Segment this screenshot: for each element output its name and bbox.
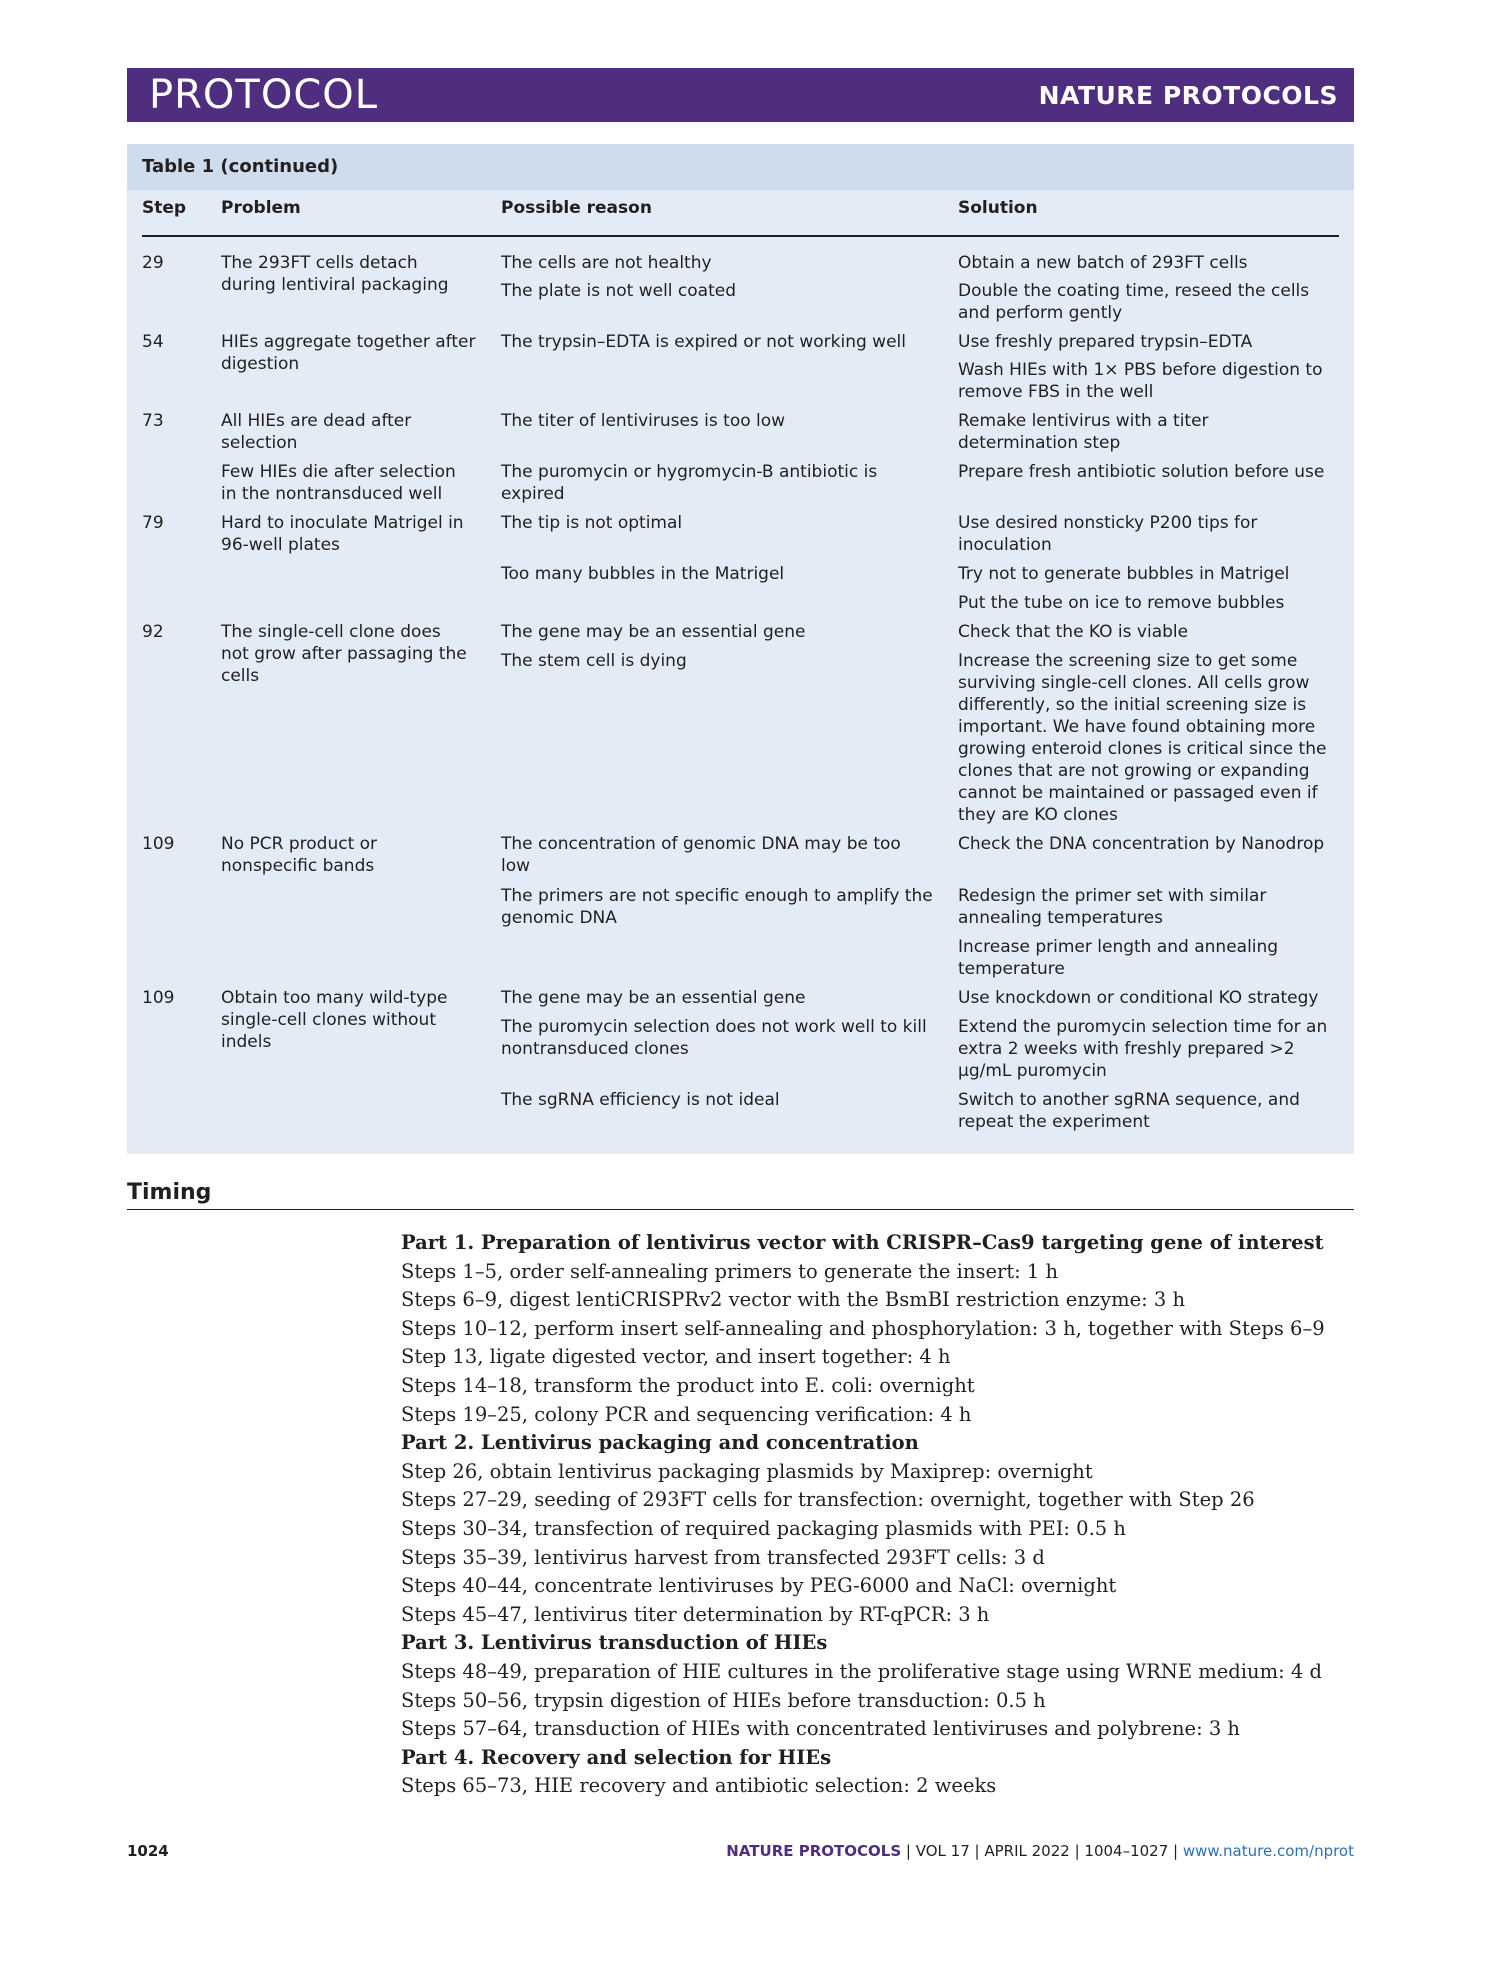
timing-part-heading: Part 4. Recovery and selection for HIEs [401, 1745, 832, 1769]
troubleshooting-table [127, 144, 1354, 1154]
table-cell-reason: The gene may be an essential gene [501, 988, 806, 1008]
timing-part-heading: Part 1. Preparation of lentivirus vector with CRISPR–Cas9 targeting gene of interest [401, 1231, 1324, 1254]
table-cell-reason: The stem cell is dying [501, 651, 687, 671]
table-cell-step: 79 [142, 513, 164, 533]
table-cell-solution: Increase the screening size to get some surviving single-cell clones. All cells grow differently, so the initial screening size is important. We have found obtaining more growing enteroid clones is critical since the clones that are not growing or expanding cannot be maintained or passaged even if they are KO clones [958, 651, 1327, 825]
timing-step-line: Steps 1–5, order self-annealing primers to generate the insert: 1 h [401, 1259, 1059, 1283]
timing-step-line: Steps 50–56, trypsin digestion of HIEs before transduction: 0.5 h [401, 1688, 1046, 1712]
table-cell-reason: The titer of lentiviruses is too low [501, 411, 786, 431]
footer-citation: NATURE PROTOCOLS | VOL 17 | APRIL 2022 | 1004–1027 | www.nature.com/nprot [726, 1842, 1354, 1860]
page-number: 1024 [127, 1842, 169, 1860]
table-cell-step: 109 [142, 988, 175, 1008]
timing-step-line: Steps 57–64, transduction of HIEs with concentrated lentiviruses and polybrene: 3 h [401, 1717, 1240, 1741]
table-cell-step: 54 [142, 332, 164, 352]
table-cell-solution: Use knockdown or conditional KO strategy [958, 988, 1319, 1008]
timing-step-line: Steps 6–9, digest lentiCRISPRv2 vector with the BsmBI restriction enzyme: 3 h [401, 1288, 1186, 1312]
timing-part-heading: Part 2. Lentivirus packaging and concentration [401, 1431, 919, 1455]
timing-step-line: Steps 40–44, concentrate lentiviruses by PEG-6000 and NaCl: overnight [401, 1574, 1117, 1598]
table-cell-solution: Switch to another sgRNA sequence, and repeat the experiment [958, 1090, 1300, 1132]
table-cell-solution: Use freshly prepared trypsin–EDTA [958, 332, 1253, 352]
col-header-solution: Solution [958, 198, 1038, 218]
timing-step-line: Steps 19–25, colony PCR and sequencing verification: 4 h [401, 1402, 972, 1426]
section-label: PROTOCOL [149, 72, 379, 118]
timing-step-line: Step 13, ligate digested vector, and insert together: 4 h [401, 1345, 951, 1369]
timing-step-line: Steps 45–47, lentivirus titer determination by RT-qPCR: 3 h [401, 1602, 990, 1626]
table-cell-solution: Check that the KO is viable [958, 622, 1189, 642]
table-cell-step: 92 [142, 622, 164, 642]
table-cell-reason: The trypsin–EDTA is expired or not working well [501, 332, 906, 352]
table-cell-reason: Too many bubbles in the Matrigel [501, 564, 785, 584]
table-cell-reason: The tip is not optimal [501, 513, 683, 533]
timing-step-line: Steps 30–34, transfection of required packaging plasmids with PEI: 0.5 h [401, 1517, 1126, 1540]
table-cell-problem: The 293FT cells detach during lentiviral packaging [221, 253, 449, 295]
table-cell-reason: The cells are not healthy [501, 253, 712, 273]
table-cell-step: 109 [142, 834, 175, 854]
table-cell-solution: Obtain a new batch of 293FT cells [958, 253, 1248, 273]
table-cell-problem: No PCR product or nonspecific bands [221, 834, 378, 876]
footer-pages: 1004–1027 [1084, 1842, 1169, 1860]
table-cell-reason: The puromycin selection does not work well to kill nontransduced clones [501, 1017, 927, 1059]
timing-heading: Timing [127, 1180, 212, 1205]
table-cell-problem: The single-cell clone does not grow after passaging the cells [221, 622, 467, 686]
timing-rule [127, 1209, 1354, 1210]
timing-step-line: Steps 10–12, perform insert self-annealing and phosphorylation: 3 h, together with Steps 6–9 [401, 1316, 1325, 1340]
table-cell-solution: Prepare fresh antibiotic solution before use [958, 462, 1325, 482]
table-cell-solution: Extend the puromycin selection time for an extra 2 weeks with freshly prepared >2 μg/mL puromycin [958, 1017, 1328, 1081]
footer-volume: VOL 17 [915, 1842, 970, 1860]
header-rule [142, 235, 1339, 237]
footer-url[interactable]: www.nature.com/nprot [1182, 1842, 1354, 1860]
table-cell-problem: Hard to inoculate Matrigel in 96-well plates [221, 513, 464, 555]
footer-date: APRIL 2022 [984, 1842, 1070, 1860]
timing-step-line: Steps 27–29, seeding of 293FT cells for transfection: overnight, together with Step 26 [401, 1488, 1255, 1512]
header-bar [127, 68, 1354, 122]
table-cell-solution: Put the tube on ice to remove bubbles [958, 593, 1285, 613]
table-cell-solution: Use desired nonsticky P200 tips for inoculation [958, 513, 1258, 555]
table-cell-reason: The gene may be an essential gene [501, 622, 806, 642]
table-cell-reason: The plate is not well coated [501, 281, 737, 301]
table-cell-problem: HIEs aggregate together after digestion [221, 332, 476, 374]
table-cell-reason: The concentration of genomic DNA may be too low [501, 834, 901, 876]
table-cell-solution: Check the DNA concentration by Nanodrop [958, 834, 1325, 854]
table-cell-problem: Obtain too many wild-type single-cell clones without indels [221, 988, 448, 1052]
table-cell-solution: Try not to generate bubbles in Matrigel [958, 564, 1290, 584]
journal-label: NATURE PROTOCOLS [1038, 80, 1338, 110]
table-title-bar [127, 144, 1354, 190]
timing-step-line: Steps 65–73, HIE recovery and antibiotic selection: 2 weeks [401, 1774, 997, 1798]
table-cell-step: 29 [142, 253, 164, 273]
table-cell-solution: Remake lentivirus with a titer determination step [958, 411, 1209, 453]
col-header-reason: Possible reason [501, 198, 652, 218]
table-cell-solution: Redesign the primer set with similar annealing temperatures [958, 886, 1267, 928]
table-cell-reason: The primers are not specific enough to amplify the genomic DNA [501, 886, 933, 928]
timing-part-heading: Part 3. Lentivirus transduction of HIEs [401, 1631, 828, 1655]
table-cell-reason: The sgRNA efficiency is not ideal [501, 1090, 780, 1110]
table-cell-step: 73 [142, 411, 164, 431]
table-cell-problem: All HIEs are dead after selection [221, 411, 412, 453]
footer-journal: NATURE PROTOCOLS [726, 1842, 902, 1860]
timing-step-line: Steps 14–18, transform the product into E. coli: overnight [401, 1374, 975, 1397]
table-cell-problem: Few HIEs die after selection in the nontransduced well [221, 462, 456, 504]
timing-step-line: Steps 48–49, preparation of HIE cultures in the proliferative stage using WRNE medium: 4 d [401, 1660, 1322, 1683]
table-cell-solution: Increase primer length and annealing temperature [958, 937, 1279, 979]
timing-step-line: Steps 35–39, lentivirus harvest from transfected 293FT cells: 3 d [401, 1545, 1045, 1569]
col-header-step: Step [142, 198, 187, 218]
table-title: Table 1 (continued) [142, 156, 339, 177]
table-cell-solution: Double the coating time, reseed the cells and perform gently [958, 281, 1310, 323]
table-cell-reason: The puromycin or hygromycin-B antibiotic is expired [501, 462, 878, 504]
table-cell-solution: Wash HIEs with 1× PBS before digestion to remove FBS in the well [958, 360, 1323, 402]
timing-step-line: Step 26, obtain lentivirus packaging plasmids by Maxiprep: overnight [401, 1459, 1093, 1483]
col-header-problem: Problem [221, 198, 301, 218]
